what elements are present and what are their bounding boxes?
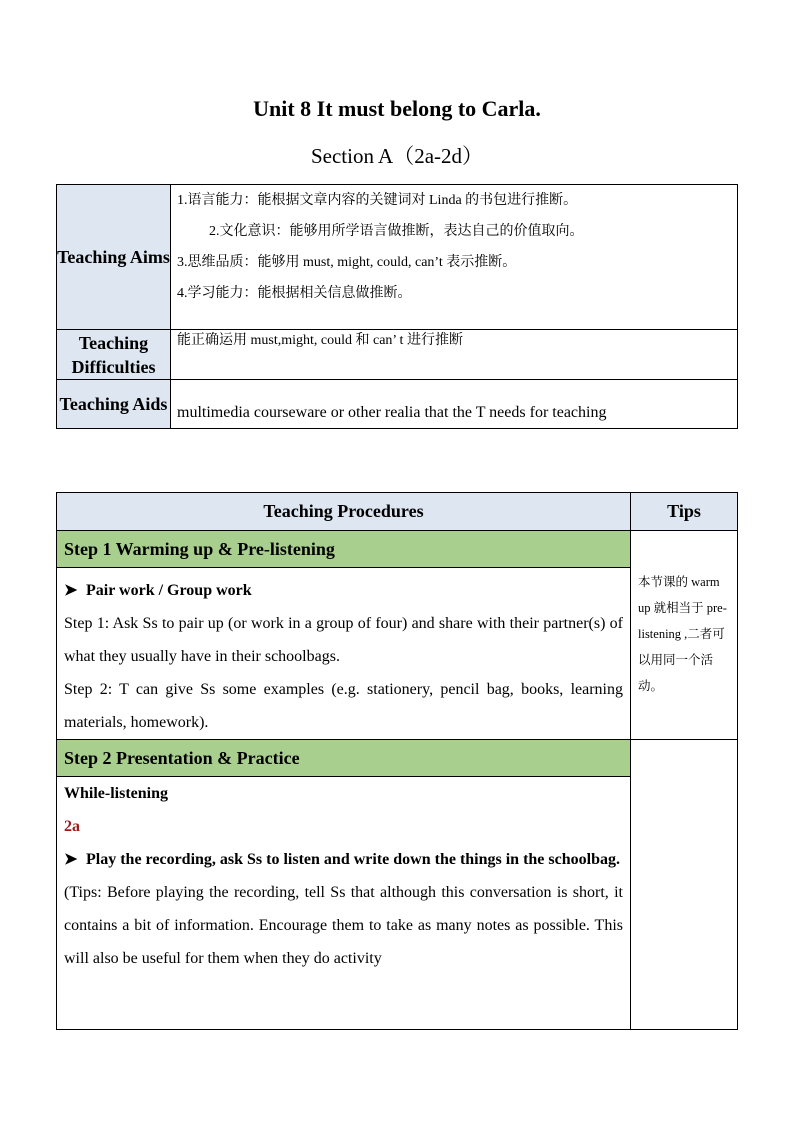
step1-bullet: ➤ Pair work / Group work [64, 574, 623, 607]
step2-title: Step 2 Presentation & Practice [57, 740, 631, 777]
aids-text: multimedia courseware or other realia that the T needs for teaching [177, 404, 607, 421]
difficulties-label: Teaching Difficulties [57, 330, 171, 380]
step1-title: Step 1 Warming up & Pre-listening [57, 531, 631, 568]
page-subtitle: Section A（2a-2d） [310, 144, 484, 168]
arrow-bullet-icon: ➤ [64, 851, 78, 868]
step2-body [57, 777, 631, 1030]
aim-item: 1.语言能力：能根据文章内容的关键词对 Linda 的书包进行推断。 [177, 193, 578, 208]
page-title: Unit 8 It must belong to Carla. [253, 96, 541, 121]
aids-cell [171, 380, 738, 429]
arrow-bullet-icon: ➤ [64, 582, 78, 599]
procedures-header: Teaching Procedures [57, 493, 631, 531]
difficulties-cell [171, 330, 738, 380]
aim-item: 3.思维品质：能够用 must, might, could, can’t 表示推断。 [177, 255, 517, 270]
step1-body [57, 568, 631, 740]
aims-cell [171, 185, 738, 330]
aids-label: Teaching Aids [57, 380, 171, 429]
aim-item: 2.文化意识：能够用所学语言做推断，表达自己的价值取向。 [209, 224, 584, 239]
aim-item: 4.学习能力：能根据相关信息做推断。 [177, 286, 412, 301]
while-listening-heading: While-listening [64, 785, 169, 802]
step2-bullet: ➤ Play the recording, ask Ss to listen and write down the things in the schoolbag. [64, 843, 623, 876]
procedures-table [56, 492, 738, 1030]
step1-line: Step 1: Ask Ss to pair up (or work in a group of four) and share with their partner(s) of what they usually have in their schoolbags. [64, 615, 623, 665]
aims-label: Teaching Aims [57, 185, 171, 330]
step1-tip: 本节课的 warm up 就相当于 pre-listening ,二者可以用同一个活动。 [631, 531, 738, 740]
teaching-info-table [56, 184, 738, 429]
step2-tip-cell [631, 740, 738, 1030]
difficulties-text: 能正确运用 must,might, could 和 can’ t 进行推断 [177, 333, 463, 348]
tips-header: Tips [631, 493, 738, 531]
activity-label: 2a [64, 818, 80, 835]
step1-line: Step 2: T can give Ss some examples (e.g. stationery, pencil bag, books, learning materials, homework). [64, 681, 623, 731]
step2-tips-text: (Tips: Before playing the recording, tell Ss that although this conversation is short, it contains a bit of information. Encourage them to take as many notes as possible. This will also be useful for them when they do activity [64, 884, 623, 967]
